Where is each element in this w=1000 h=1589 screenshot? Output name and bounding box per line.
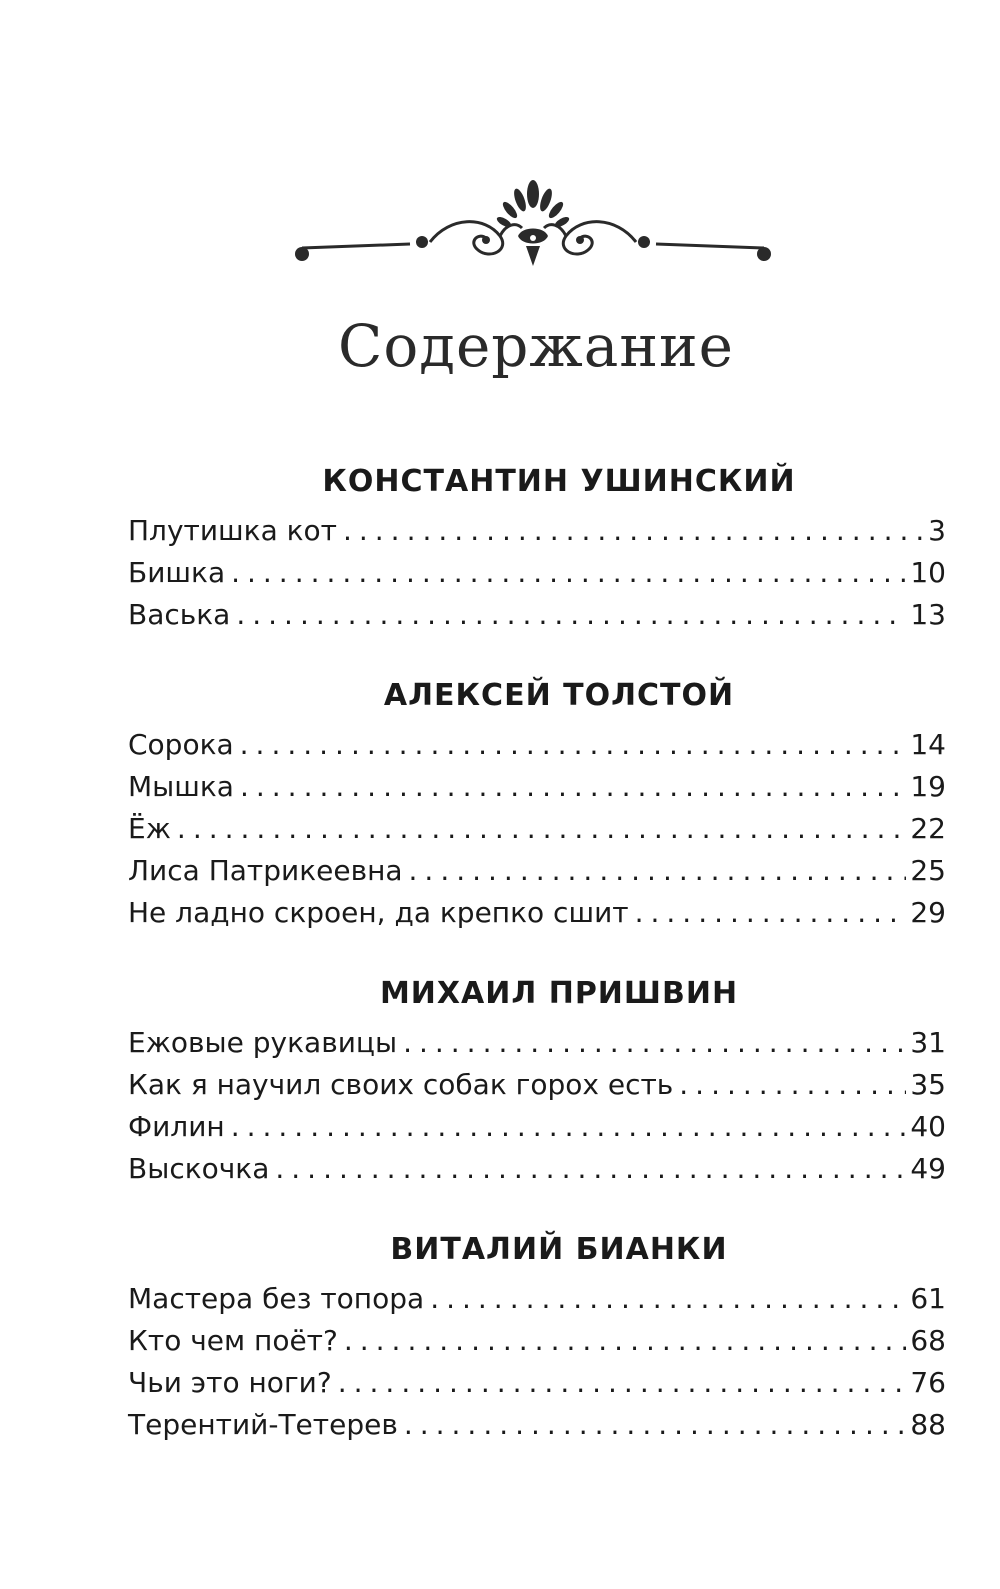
dot-leader <box>240 724 907 766</box>
entry-page-number: 29 <box>910 896 946 929</box>
entry-page-number: 10 <box>910 556 946 589</box>
dot-leader <box>177 808 906 850</box>
toc-entry[interactable] <box>128 892 946 934</box>
dot-leader <box>240 766 906 808</box>
section-author: МИХАИЛ ПРИШВИН <box>379 976 739 1011</box>
entry-page-number: 76 <box>910 1366 946 1399</box>
table-of-contents <box>128 456 946 1446</box>
entry-page-number: 14 <box>910 728 946 761</box>
dot-leader <box>403 1022 906 1064</box>
ornament-icon <box>290 176 776 272</box>
entry-title: Бишка <box>128 556 226 589</box>
entry-title: Лиса Патрикеевна <box>128 854 403 887</box>
section-author: КОНСТАНТИН УШИНСКИЙ <box>322 464 796 499</box>
entry-page-number: 49 <box>910 1152 946 1185</box>
toc-entry[interactable] <box>128 552 946 594</box>
entry-title: Васька <box>128 598 231 631</box>
toc-entry[interactable] <box>128 1106 946 1148</box>
section-spacer <box>128 636 946 670</box>
dot-leader <box>236 594 906 636</box>
dot-leader <box>275 1148 906 1190</box>
entry-title: Ежовые рукавицы <box>128 1026 398 1059</box>
dot-leader <box>344 1320 907 1362</box>
entry-title: Терентий-Тетерев <box>128 1408 398 1441</box>
toc-entry[interactable] <box>128 766 946 808</box>
toc-entry[interactable] <box>128 808 946 850</box>
entry-page-number: 22 <box>910 812 946 845</box>
dot-leader <box>409 850 907 892</box>
section-author: АЛЕКСЕЙ ТОЛСТОЙ <box>383 678 735 713</box>
toc-section-tolstoy <box>128 670 946 934</box>
dot-leader <box>338 1362 907 1404</box>
toc-section-prishvin <box>128 968 946 1190</box>
entry-page-number: 68 <box>910 1324 946 1357</box>
entry-page-number: 25 <box>910 854 946 887</box>
entry-page-number: 88 <box>910 1408 946 1441</box>
toc-section-bianki <box>128 1224 946 1446</box>
dot-leader <box>679 1064 906 1106</box>
page-title: Содержание <box>337 312 735 380</box>
entry-page-number: 13 <box>910 598 946 631</box>
entry-title: Ёж <box>128 812 171 845</box>
toc-entry[interactable] <box>128 1148 946 1190</box>
entry-page-number: 40 <box>910 1110 946 1143</box>
entry-title: Сорока <box>128 728 234 761</box>
dot-leader <box>343 510 924 552</box>
entry-page-number: 19 <box>910 770 946 803</box>
toc-section-ushinsky <box>128 456 946 636</box>
entry-title: Плутишка кот <box>128 514 337 547</box>
toc-entry[interactable] <box>128 1278 946 1320</box>
toc-entry[interactable] <box>128 1320 946 1362</box>
section-spacer <box>128 934 946 968</box>
entry-title: Мышка <box>128 770 234 803</box>
entry-title: Кто чем поёт? <box>128 1324 338 1357</box>
toc-entry[interactable] <box>128 510 946 552</box>
entry-title: Чьи это ноги? <box>128 1366 332 1399</box>
dot-leader <box>635 892 907 934</box>
toc-entry[interactable] <box>128 594 946 636</box>
toc-entry[interactable] <box>128 1064 946 1106</box>
entry-title: Выскочка <box>128 1152 270 1185</box>
entry-page-number: 31 <box>910 1026 946 1059</box>
section-author: ВИТАЛИЙ БИАНКИ <box>390 1232 728 1267</box>
dot-leader <box>430 1278 906 1320</box>
entry-title: Мастера без топора <box>128 1282 425 1315</box>
entry-title: Филин <box>128 1110 225 1143</box>
entry-title: Не ладно скроен, да крепко сшит <box>128 896 629 929</box>
toc-entry[interactable] <box>128 1362 946 1404</box>
toc-entry[interactable] <box>128 724 946 766</box>
dot-leader <box>231 1106 907 1148</box>
section-spacer <box>128 1190 946 1224</box>
entry-page-number: 61 <box>910 1282 946 1315</box>
toc-entry[interactable] <box>128 1404 946 1446</box>
toc-entry[interactable] <box>128 850 946 892</box>
entry-page-number: 3 <box>928 514 946 547</box>
entry-title: Как я научил своих собак горох есть <box>128 1068 674 1101</box>
dot-leader <box>231 552 906 594</box>
toc-entry[interactable] <box>128 1022 946 1064</box>
dot-leader <box>404 1404 907 1446</box>
entry-page-number: 35 <box>910 1068 946 1101</box>
